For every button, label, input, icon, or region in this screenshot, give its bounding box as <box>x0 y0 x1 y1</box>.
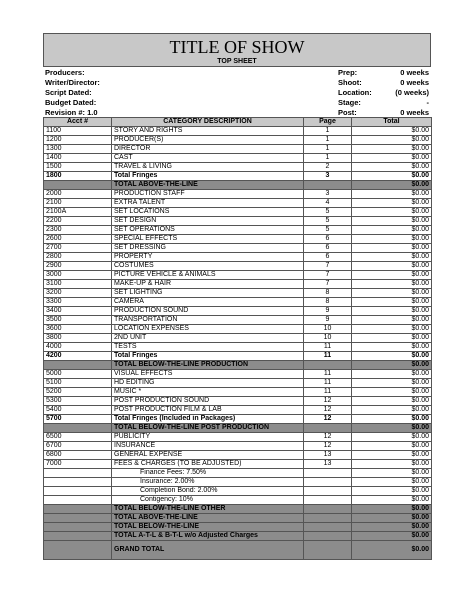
table-row <box>44 379 432 388</box>
table-row <box>44 208 432 217</box>
description-cell: Total Fringes (Included in Packages) <box>112 415 304 424</box>
acct-cell: 4200 <box>44 352 112 361</box>
acct-cell <box>44 181 112 190</box>
acct-cell: 5000 <box>44 370 112 379</box>
description-cell: LOCATION EXPENSES <box>112 325 304 334</box>
page-cell: 5 <box>304 208 352 217</box>
page-cell <box>304 469 352 478</box>
total-cell: $0.00 <box>352 316 432 325</box>
acct-cell: 5200 <box>44 388 112 397</box>
description-cell: PRODUCTION SOUND <box>112 307 304 316</box>
acct-cell: 3200 <box>44 289 112 298</box>
description-cell: Completion Bond: 2.00% <box>112 487 304 496</box>
page-cell: 12 <box>304 442 352 451</box>
acct-cell: 2000 <box>44 190 112 199</box>
page-cell: 6 <box>304 253 352 262</box>
table-row <box>44 163 432 172</box>
total-cell: $0.00 <box>352 451 432 460</box>
description-cell: PRODUCER(S) <box>112 136 304 145</box>
col-total-header: Total <box>352 118 432 127</box>
post-value: 0 weeks <box>400 108 429 117</box>
description-cell: MAKE-UP & HAIR <box>112 280 304 289</box>
prep-label: Prep: <box>338 68 358 77</box>
acct-cell: 5300 <box>44 397 112 406</box>
total-cell: $0.00 <box>352 325 432 334</box>
description-cell: CAMERA <box>112 298 304 307</box>
total-cell: $0.00 <box>352 181 432 190</box>
page-cell <box>304 478 352 487</box>
page-cell: 11 <box>304 352 352 361</box>
acct-cell: 2100A <box>44 208 112 217</box>
total-cell: $0.00 <box>352 514 432 523</box>
page-cell: 13 <box>304 460 352 469</box>
acct-cell: 5700 <box>44 415 112 424</box>
description-cell: PROPERTY <box>112 253 304 262</box>
table-row <box>44 181 432 190</box>
description-cell: TRANSPORTATION <box>112 316 304 325</box>
acct-cell: 3100 <box>44 280 112 289</box>
description-cell: Insurance: 2.00% <box>112 478 304 487</box>
total-cell: $0.00 <box>352 433 432 442</box>
table-row <box>44 352 432 361</box>
table-row <box>44 406 432 415</box>
acct-cell: 1300 <box>44 145 112 154</box>
top-sheet <box>43 33 431 560</box>
total-cell: $0.00 <box>352 370 432 379</box>
total-cell: $0.00 <box>352 388 432 397</box>
page-cell: 3 <box>304 172 352 181</box>
total-cell: $0.00 <box>352 442 432 451</box>
table-row <box>44 415 432 424</box>
page-cell <box>304 487 352 496</box>
table-header-row <box>44 118 432 127</box>
location-value: (0 weeks) <box>395 88 429 97</box>
col-acct-header: Acct # <box>44 118 112 127</box>
description-cell: VISUAL EFFECTS <box>112 370 304 379</box>
acct-cell <box>44 532 112 541</box>
page-cell <box>304 181 352 190</box>
page-cell: 3 <box>304 190 352 199</box>
acct-cell: 6700 <box>44 442 112 451</box>
description-cell: FEES & CHARGES (TO BE ADJUSTED) <box>112 460 304 469</box>
table-row <box>44 253 432 262</box>
table-row <box>44 244 432 253</box>
shoot-value: 0 weeks <box>400 78 429 87</box>
total-cell: $0.00 <box>352 415 432 424</box>
acct-cell: 6500 <box>44 433 112 442</box>
table-row <box>44 469 432 478</box>
acct-cell: 4000 <box>44 343 112 352</box>
acct-cell: 3500 <box>44 316 112 325</box>
acct-cell <box>44 523 112 532</box>
page-cell: 7 <box>304 262 352 271</box>
show-title: TITLE OF SHOW <box>169 37 305 57</box>
location-label: Location: <box>338 88 372 97</box>
table-row <box>44 460 432 469</box>
page-cell: 1 <box>304 154 352 163</box>
col-page-header: Page <box>304 118 352 127</box>
table-row <box>44 172 432 181</box>
budget-rows <box>44 127 432 560</box>
total-cell: $0.00 <box>352 343 432 352</box>
description-cell: Contigency: 10% <box>112 496 304 505</box>
description-cell: EXTRA TALENT <box>112 199 304 208</box>
page-cell: 12 <box>304 433 352 442</box>
description-cell: MUSIC * <box>112 388 304 397</box>
table-row <box>44 280 432 289</box>
page-cell: 12 <box>304 406 352 415</box>
total-cell: $0.00 <box>352 505 432 514</box>
total-cell: $0.00 <box>352 397 432 406</box>
total-cell: $0.00 <box>352 262 432 271</box>
table-row <box>44 190 432 199</box>
acct-cell <box>44 514 112 523</box>
acct-cell: 5100 <box>44 379 112 388</box>
table-row <box>44 316 432 325</box>
table-row <box>44 262 432 271</box>
description-cell: Total Fringes <box>112 352 304 361</box>
page-cell: 13 <box>304 451 352 460</box>
acct-cell: 1400 <box>44 154 112 163</box>
description-cell: SET LOCATIONS <box>112 208 304 217</box>
table-row <box>44 226 432 235</box>
table-row <box>44 127 432 136</box>
acct-cell: 1100 <box>44 127 112 136</box>
page-cell <box>304 505 352 514</box>
stage-value: - <box>426 98 429 107</box>
table-row <box>44 199 432 208</box>
table-row <box>44 307 432 316</box>
page-cell <box>304 523 352 532</box>
acct-cell: 2600 <box>44 235 112 244</box>
page-cell: 9 <box>304 316 352 325</box>
table-row <box>44 397 432 406</box>
acct-cell: 2900 <box>44 262 112 271</box>
total-cell: $0.00 <box>352 523 432 532</box>
shoot-label: Shoot: <box>338 78 362 87</box>
total-cell: $0.00 <box>352 235 432 244</box>
description-cell: TOTAL A-T-L & B-T-L w/o Adjusted Charges <box>112 532 304 541</box>
description-cell: 2ND UNIT <box>112 334 304 343</box>
page-cell <box>304 514 352 523</box>
description-cell: SET LIGHTING <box>112 289 304 298</box>
description-cell: TRAVEL & LIVING <box>112 163 304 172</box>
page-cell: 11 <box>304 388 352 397</box>
acct-cell <box>44 496 112 505</box>
total-cell: $0.00 <box>352 361 432 370</box>
page-cell <box>304 532 352 541</box>
description-cell: PICTURE VEHICLE & ANIMALS <box>112 271 304 280</box>
table-row <box>44 388 432 397</box>
page-cell: 5 <box>304 217 352 226</box>
table-row <box>44 298 432 307</box>
col-description-header: CATEGORY DESCRIPTION <box>112 118 304 127</box>
description-cell: STORY AND RIGHTS <box>112 127 304 136</box>
page-cell <box>304 541 352 560</box>
page-cell: 1 <box>304 145 352 154</box>
description-cell: SET DRESSING <box>112 244 304 253</box>
description-cell: TESTS <box>112 343 304 352</box>
table-row <box>44 478 432 487</box>
acct-cell: 6800 <box>44 451 112 460</box>
table-row <box>44 235 432 244</box>
page-cell: 11 <box>304 370 352 379</box>
table-row <box>44 523 432 532</box>
table-row <box>44 289 432 298</box>
total-cell: $0.00 <box>352 424 432 433</box>
total-cell: $0.00 <box>352 217 432 226</box>
page-cell: 11 <box>304 379 352 388</box>
description-cell: GRAND TOTAL <box>112 541 304 560</box>
total-cell: $0.00 <box>352 271 432 280</box>
page-cell: 9 <box>304 307 352 316</box>
writer-director-label: Writer/Director: <box>45 78 100 87</box>
page-cell: 8 <box>304 298 352 307</box>
acct-cell: 7000 <box>44 460 112 469</box>
total-cell: $0.00 <box>352 127 432 136</box>
page-cell: 7 <box>304 271 352 280</box>
total-cell: $0.00 <box>352 136 432 145</box>
budget-dated-label: Budget Dated: <box>45 98 97 107</box>
revision-label: Revision #: 1.0 <box>45 108 98 117</box>
acct-cell: 3300 <box>44 298 112 307</box>
acct-cell: 5400 <box>44 406 112 415</box>
acct-cell: 3000 <box>44 271 112 280</box>
acct-cell <box>44 487 112 496</box>
total-cell: $0.00 <box>352 352 432 361</box>
acct-cell: 2200 <box>44 217 112 226</box>
table-row <box>44 433 432 442</box>
total-cell: $0.00 <box>352 226 432 235</box>
page-cell: 10 <box>304 325 352 334</box>
total-cell: $0.00 <box>352 244 432 253</box>
total-cell: $0.00 <box>352 334 432 343</box>
production-info <box>45 68 100 118</box>
description-cell: DIRECTOR <box>112 145 304 154</box>
total-cell: $0.00 <box>352 190 432 199</box>
description-cell: TOTAL BELOW-THE-LINE POST PRODUCTION <box>112 424 304 433</box>
total-cell: $0.00 <box>352 172 432 181</box>
description-cell: CAST <box>112 154 304 163</box>
table-row <box>44 325 432 334</box>
table-row <box>44 505 432 514</box>
description-cell: HD EDITING <box>112 379 304 388</box>
page-cell <box>304 424 352 433</box>
budget-info <box>43 67 431 117</box>
title-box <box>43 33 431 67</box>
total-cell: $0.00 <box>352 379 432 388</box>
budget-table <box>43 117 432 560</box>
total-cell: $0.00 <box>352 154 432 163</box>
total-cell: $0.00 <box>352 469 432 478</box>
acct-cell <box>44 541 112 560</box>
page-cell: 8 <box>304 289 352 298</box>
table-row <box>44 361 432 370</box>
page-cell: 2 <box>304 163 352 172</box>
description-cell: TOTAL ABOVE-THE-LINE <box>112 181 304 190</box>
total-cell: $0.00 <box>352 406 432 415</box>
acct-cell <box>44 361 112 370</box>
description-cell: Total Fringes <box>112 172 304 181</box>
acct-cell: 2100 <box>44 199 112 208</box>
acct-cell <box>44 505 112 514</box>
page-cell: 6 <box>304 244 352 253</box>
sheet-subtitle: TOP SHEET <box>217 58 257 65</box>
description-cell: POST PRODUCTION FILM & LAB <box>112 406 304 415</box>
page-cell: 12 <box>304 415 352 424</box>
total-cell: $0.00 <box>352 289 432 298</box>
acct-cell: 3800 <box>44 334 112 343</box>
description-cell: GENERAL EXPENSE <box>112 451 304 460</box>
description-cell: TOTAL BELOW-THE-LINE OTHER <box>112 505 304 514</box>
description-cell: COSTUMES <box>112 262 304 271</box>
total-cell: $0.00 <box>352 487 432 496</box>
total-cell: $0.00 <box>352 460 432 469</box>
page-cell: 10 <box>304 334 352 343</box>
acct-cell: 1200 <box>44 136 112 145</box>
description-cell: TOTAL ABOVE-THE-LINE <box>112 514 304 523</box>
script-dated-label: Script Dated: <box>45 88 92 97</box>
total-cell: $0.00 <box>352 496 432 505</box>
page-cell <box>304 496 352 505</box>
description-cell: SPECIAL EFFECTS <box>112 235 304 244</box>
table-row <box>44 154 432 163</box>
total-cell: $0.00 <box>352 163 432 172</box>
acct-cell <box>44 478 112 487</box>
table-row <box>44 496 432 505</box>
table-row <box>44 217 432 226</box>
table-row <box>44 541 432 560</box>
total-cell: $0.00 <box>352 541 432 560</box>
total-cell: $0.00 <box>352 298 432 307</box>
acct-cell <box>44 424 112 433</box>
total-cell: $0.00 <box>352 532 432 541</box>
page-cell: 7 <box>304 280 352 289</box>
page-cell: 11 <box>304 343 352 352</box>
total-cell: $0.00 <box>352 199 432 208</box>
acct-cell <box>44 469 112 478</box>
description-cell: POST PRODUCTION SOUND <box>112 397 304 406</box>
table-row <box>44 136 432 145</box>
acct-cell: 3600 <box>44 325 112 334</box>
page-cell: 4 <box>304 199 352 208</box>
total-cell: $0.00 <box>352 307 432 316</box>
page-cell: 5 <box>304 226 352 235</box>
producers-label: Producers: <box>45 68 85 77</box>
table-row <box>44 343 432 352</box>
table-row <box>44 424 432 433</box>
page-cell: 1 <box>304 136 352 145</box>
acct-cell: 1800 <box>44 172 112 181</box>
table-row <box>44 145 432 154</box>
prep-value: 0 weeks <box>400 68 429 77</box>
description-cell: PUBLICITY <box>112 433 304 442</box>
total-cell: $0.00 <box>352 145 432 154</box>
description-cell: TOTAL BELOW-THE-LINE <box>112 523 304 532</box>
total-cell: $0.00 <box>352 208 432 217</box>
table-row <box>44 334 432 343</box>
acct-cell: 2700 <box>44 244 112 253</box>
acct-cell: 1500 <box>44 163 112 172</box>
description-cell: Finance Fees: 7.50% <box>112 469 304 478</box>
page-cell: 12 <box>304 397 352 406</box>
description-cell: PRODUCTION STAFF <box>112 190 304 199</box>
acct-cell: 2800 <box>44 253 112 262</box>
table-row <box>44 514 432 523</box>
post-label: Post: <box>338 108 357 117</box>
page-cell: 6 <box>304 235 352 244</box>
table-row <box>44 442 432 451</box>
description-cell: SET DESIGN <box>112 217 304 226</box>
schedule-values <box>383 68 429 118</box>
acct-cell: 3400 <box>44 307 112 316</box>
stage-label: Stage: <box>338 98 361 107</box>
table-row <box>44 271 432 280</box>
total-cell: $0.00 <box>352 280 432 289</box>
table-row <box>44 487 432 496</box>
description-cell: SET OPERATIONS <box>112 226 304 235</box>
total-cell: $0.00 <box>352 253 432 262</box>
description-cell: INSURANCE <box>112 442 304 451</box>
table-row <box>44 451 432 460</box>
page-cell: 1 <box>304 127 352 136</box>
acct-cell: 2300 <box>44 226 112 235</box>
total-cell: $0.00 <box>352 478 432 487</box>
schedule-labels <box>338 68 372 118</box>
table-row <box>44 370 432 379</box>
page-cell <box>304 361 352 370</box>
table-row <box>44 532 432 541</box>
description-cell: TOTAL BELOW-THE-LINE PRODUCTION <box>112 361 304 370</box>
